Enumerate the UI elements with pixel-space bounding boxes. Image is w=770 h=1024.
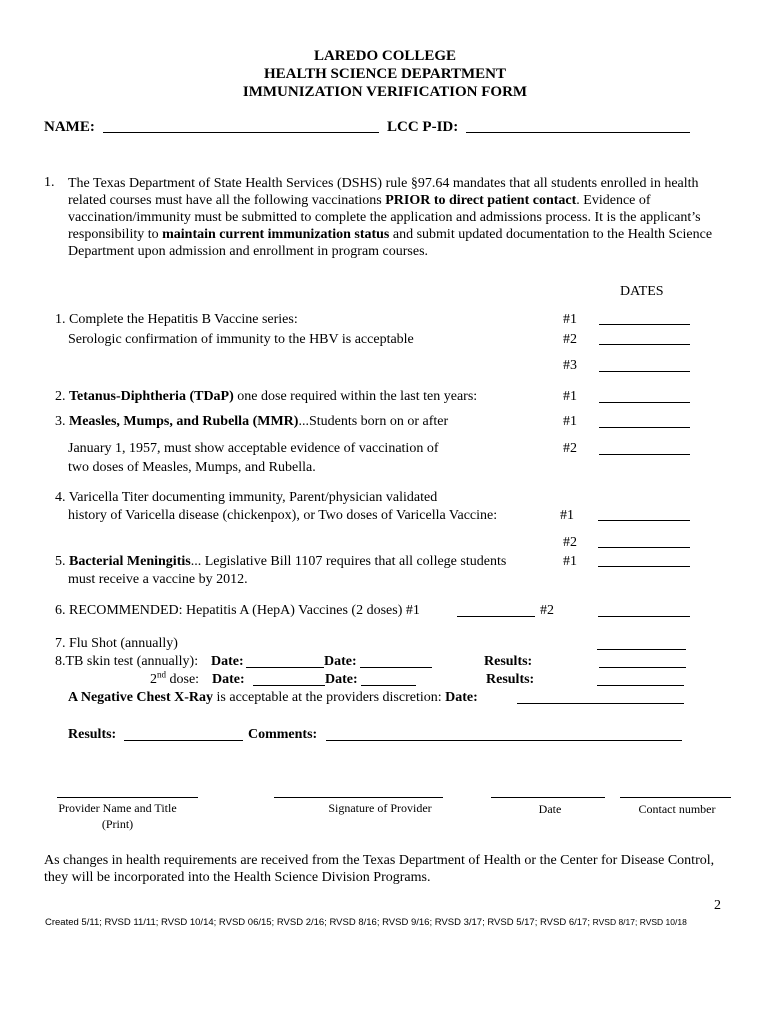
provider-print-caption: (Print) bbox=[101, 817, 134, 831]
date-line[interactable] bbox=[491, 797, 605, 798]
meningitis-dose1-label: #1 bbox=[563, 554, 577, 569]
page-number: 2 bbox=[714, 898, 721, 913]
varicella-label: 4. Varicella Titer documenting immunity, Parent/physician validated bbox=[55, 490, 438, 505]
mmr-dose2-label: #2 bbox=[563, 441, 577, 456]
contact-line[interactable] bbox=[620, 797, 731, 798]
results-label: Results: bbox=[68, 727, 117, 742]
tb-date3-label: Date: bbox=[212, 672, 245, 687]
college-title: LAREDO COLLEGE bbox=[313, 48, 457, 64]
varicella-dose1-label: #1 bbox=[560, 508, 574, 523]
hepb-dose3-label: #3 bbox=[563, 358, 577, 373]
results-field[interactable] bbox=[124, 740, 243, 741]
hepa-dose1-date[interactable] bbox=[457, 616, 535, 617]
varicella-dose2-label: #2 bbox=[563, 535, 577, 550]
varicella-dose2-date[interactable] bbox=[598, 547, 690, 548]
comments-label: Comments: bbox=[248, 727, 318, 742]
signature-line[interactable] bbox=[274, 797, 443, 798]
mmr-detail-2: two doses of Measles, Mumps, and Rubella. bbox=[68, 460, 316, 475]
tdap-dose1-date[interactable] bbox=[599, 402, 690, 403]
mmr-detail-1: January 1, 1957, must show acceptable evidence of vaccination of bbox=[68, 441, 439, 456]
name-field[interactable] bbox=[103, 132, 379, 133]
flu-date[interactable] bbox=[597, 649, 686, 650]
tb-date4-label: Date: bbox=[325, 672, 358, 687]
intro-paragraph: The Texas Department of State Health Services (DSHS) rule §97.64 mandates that all students enrolled in health related courses must have all the following vaccinations PRIOR to direct patient contact. Evidence of vaccination/immunity must be submitted to complete the application and admissions process. It is the applicant’s responsibility to maintain current immunization status and submit updated documentation to the Health Science Department upon admission and enrollment in program courses. bbox=[68, 176, 713, 259]
tb-results2-label: Results: bbox=[486, 672, 535, 687]
tb-second-dose-label: 2nd dose: bbox=[150, 669, 200, 687]
date-caption: Date bbox=[538, 802, 562, 816]
xray-label: A Negative Chest X-Ray is acceptable at the providers discretion: Date: bbox=[68, 690, 478, 705]
revision-footer: Created 5/11; RVSD 11/11; RVSD 10/14; RVSD 06/15; RVSD 2/16; RVSD 8/16; RVSD 9/16; RVSD 3/17; RVSD 5/17; RVSD 6/17; RVSD 8/17; RVSD 10/18 bbox=[45, 917, 687, 928]
hepa-dose2-date[interactable] bbox=[598, 616, 690, 617]
closing-paragraph: As changes in health requirements are received from the Texas Department of Health or the Center for Disease Control, they will be incorporated into the Health Science Division Programs. bbox=[44, 853, 715, 885]
tb-date4-field[interactable] bbox=[361, 685, 416, 686]
tb-date2-label: Date: bbox=[324, 654, 357, 669]
hepb-label: 1. Complete the Hepatitis B Vaccine series: bbox=[55, 312, 298, 327]
tb-date1-label: Date: bbox=[211, 654, 244, 669]
contact-caption: Contact number bbox=[638, 802, 716, 816]
tb-date1-field[interactable] bbox=[246, 667, 324, 668]
meningitis-detail: must receive a vaccine by 2012. bbox=[68, 572, 248, 587]
tdap-label: 2. Tetanus-Diphtheria (TDaP) one dose required within the last ten years: bbox=[55, 389, 478, 404]
mmr-dose1-date[interactable] bbox=[599, 427, 690, 428]
intro-number: 1. bbox=[44, 175, 55, 190]
hepb-serologic: Serologic confirmation of immunity to the HBV is acceptable bbox=[68, 332, 414, 347]
hepb-dose1-label: #1 bbox=[563, 312, 577, 327]
form-title: IMMUNIZATION VERIFICATION FORM bbox=[242, 84, 528, 100]
hepb-dose1-date[interactable] bbox=[599, 324, 690, 325]
name-label: NAME: bbox=[44, 119, 95, 135]
tb-results-label: Results: bbox=[484, 654, 533, 669]
varicella-detail: history of Varicella disease (chickenpox), or Two doses of Varicella Vaccine: bbox=[68, 508, 498, 523]
tb-results-field[interactable] bbox=[599, 667, 686, 668]
mmr-label: 3. Measles, Mumps, and Rubella (MMR)...Students born on or after bbox=[55, 414, 449, 429]
mmr-dose2-date[interactable] bbox=[599, 454, 690, 455]
tb-results2-field[interactable] bbox=[597, 685, 684, 686]
hepa-dose2-label: #2 bbox=[540, 603, 554, 618]
tdap-dose1-label: #1 bbox=[563, 389, 577, 404]
pid-field[interactable] bbox=[466, 132, 690, 133]
hepb-dose2-label: #2 bbox=[563, 332, 577, 347]
hepb-dose3-date[interactable] bbox=[599, 371, 690, 372]
comments-field[interactable] bbox=[326, 740, 682, 741]
xray-date-field[interactable] bbox=[517, 703, 684, 704]
hepa-label: 6. RECOMMENDED: Hepatitis A (HepA) Vaccines (2 doses) #1 bbox=[55, 603, 420, 618]
hepb-dose2-date[interactable] bbox=[599, 344, 690, 345]
mmr-dose1-label: #1 bbox=[563, 414, 577, 429]
meningitis-label: 5. Bacterial Meningitis... Legislative Bill 1107 requires that all college students bbox=[55, 554, 507, 569]
varicella-dose1-date[interactable] bbox=[598, 520, 690, 521]
department-title: HEALTH SCIENCE DEPARTMENT bbox=[263, 66, 507, 82]
pid-label: LCC P-ID: bbox=[387, 119, 459, 135]
provider-name-caption: Provider Name and Title bbox=[58, 801, 177, 815]
tb-date2-field[interactable] bbox=[360, 667, 432, 668]
flu-label: 7. Flu Shot (annually) bbox=[55, 636, 178, 651]
tb-date3-field[interactable] bbox=[253, 685, 325, 686]
tb-label: 8.TB skin test (annually): bbox=[55, 654, 199, 669]
dates-heading: DATES bbox=[620, 284, 664, 299]
signature-caption: Signature of Provider bbox=[328, 801, 432, 815]
meningitis-dose1-date[interactable] bbox=[598, 566, 690, 567]
provider-name-line[interactable] bbox=[57, 797, 198, 798]
